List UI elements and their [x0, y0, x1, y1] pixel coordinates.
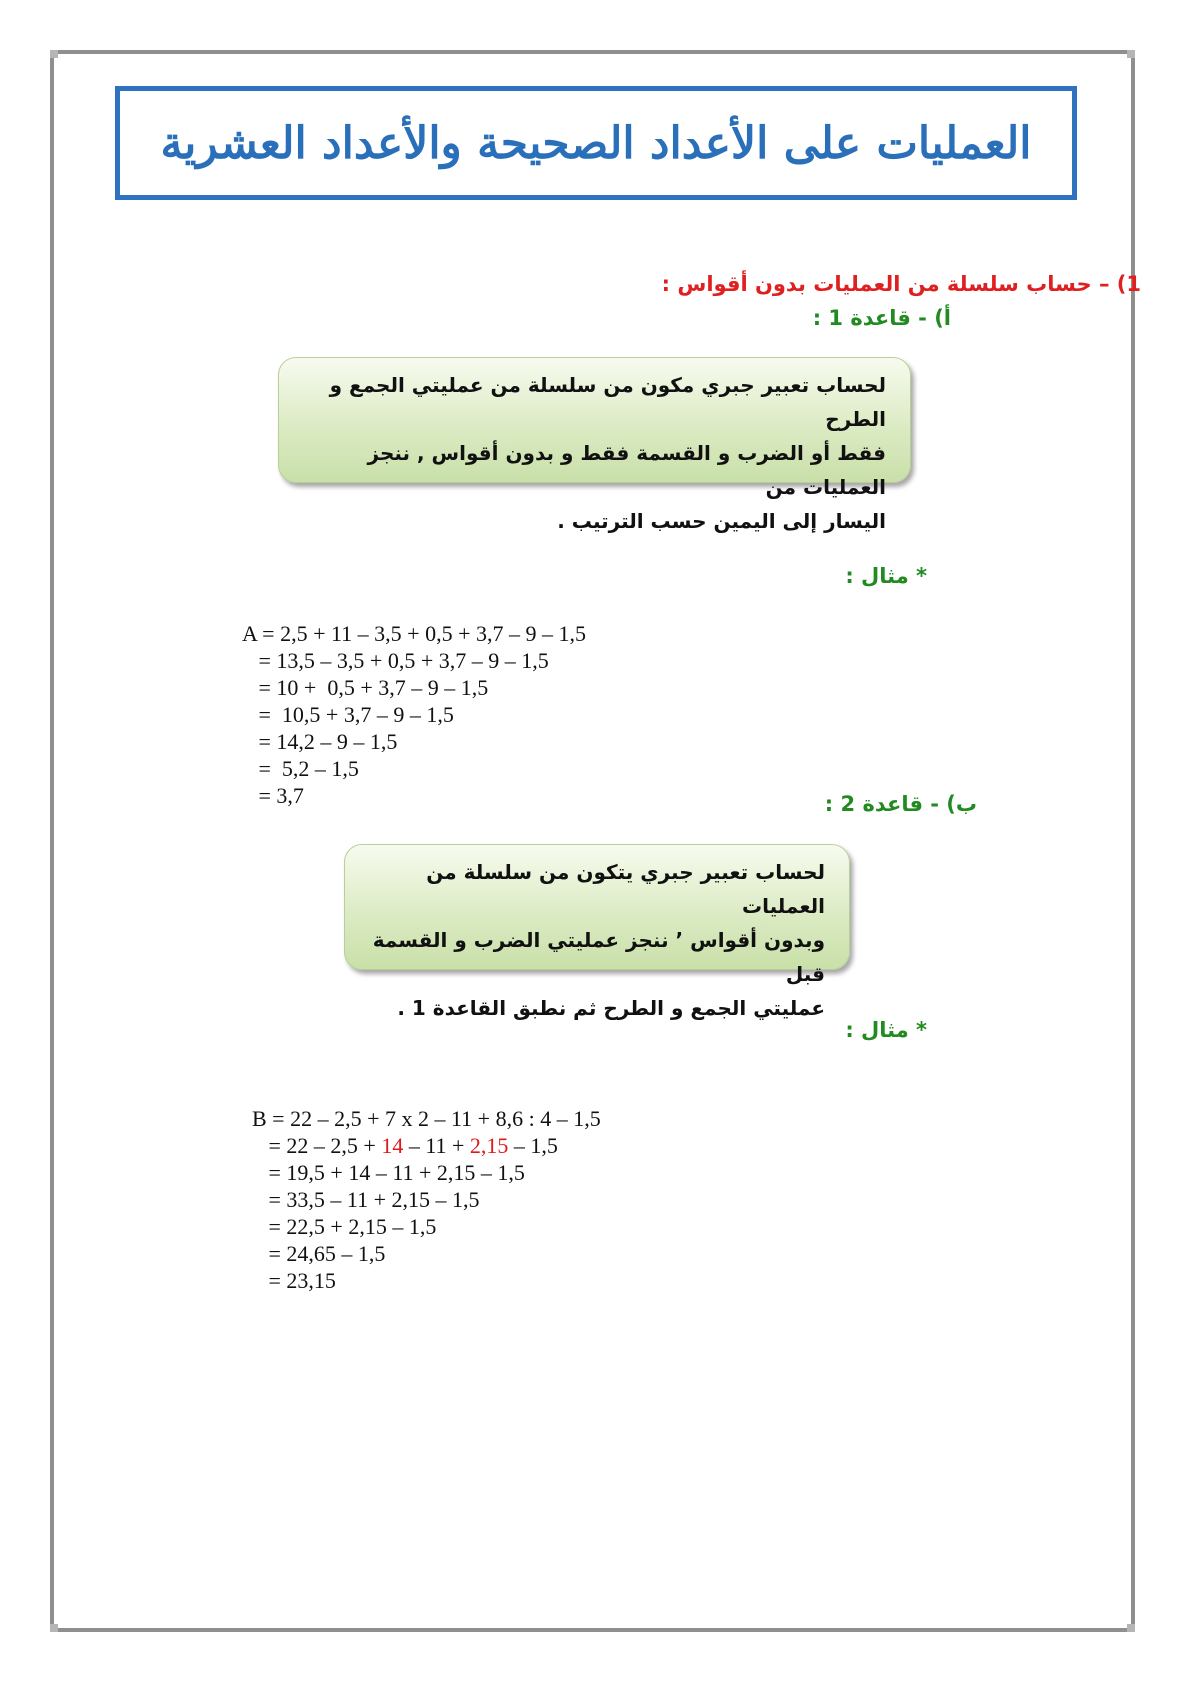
- calc-line: A = 2,5 + 11 – 3,5 + 0,5 + 3,7 – 9 – 1,5: [242, 621, 586, 646]
- frame-corner: [50, 50, 58, 58]
- calc-line: = 3,7: [242, 783, 304, 808]
- calc-segment: = 22 – 2,5 +: [252, 1133, 382, 1158]
- rule-1-line: فقط أو الضرب و القسمة فقط و بدون أقواس , ننجز العمليات من: [367, 441, 886, 499]
- highlighted-quotient: 2,15: [469, 1133, 509, 1158]
- rule-2-line: لحساب تعبير جبري يتكون من سلسلة من العمليات: [426, 860, 825, 918]
- rule-1-heading: أ) - قاعدة 1 :: [812, 306, 951, 330]
- calc-line: = 5,2 – 1,5: [242, 756, 359, 781]
- highlighted-product: 14: [381, 1133, 404, 1158]
- calc-line: = 22,5 + 2,15 – 1,5: [252, 1214, 437, 1239]
- calc-line: B = 22 – 2,5 + 7 x 2 – 11 + 8,6 : 4 – 1,5: [252, 1106, 601, 1131]
- calc-line: = 13,5 – 3,5 + 0,5 + 3,7 – 9 – 1,5: [242, 648, 549, 673]
- rule-1-box: [278, 357, 911, 533]
- page-title: العمليات على الأعداد الصحيحة والأعداد العشرية: [160, 117, 1032, 169]
- section-1-title: – حساب سلسلة من العمليات بدون أقواس :: [661, 272, 1110, 296]
- frame-corner: [1127, 50, 1135, 58]
- frame-corner: [1127, 1624, 1135, 1632]
- rule-2-line: وبدون أقواس ’ ننجز عمليتي الضرب و القسمة قبل: [372, 928, 825, 986]
- rule-2-heading: ب) - قاعدة 2 :: [824, 792, 977, 816]
- rule-2-box: [344, 844, 850, 1020]
- calc-line: = 33,5 – 11 + 2,15 – 1,5: [252, 1187, 480, 1212]
- calc-line: = 19,5 + 14 – 11 + 2,15 – 1,5: [252, 1160, 525, 1185]
- rule-2-line: عمليتي الجمع و الطرح ثم نطبق القاعدة 1 .: [397, 996, 825, 1020]
- rule-1-line: لحساب تعبير جبري مكون من سلسلة من عمليتي الجمع و الطرح: [329, 373, 886, 431]
- calc-line: = 10 + 0,5 + 3,7 – 9 – 1,5: [242, 675, 489, 700]
- calc-line: = 14,2 – 9 – 1,5: [242, 729, 398, 754]
- calc-segment: – 1,5: [508, 1133, 558, 1158]
- rule-1-line: اليسار إلى اليمين حسب الترتيب .: [557, 509, 886, 533]
- title-box: [115, 86, 1077, 200]
- example-2-label: * مثال :: [845, 1018, 927, 1042]
- section-1-number: 1): [1116, 272, 1141, 296]
- calc-line: = 23,15: [252, 1268, 336, 1293]
- example-2-calculation: [252, 1078, 601, 1321]
- frame-corner: [50, 1624, 58, 1632]
- section-1-heading: [662, 272, 1141, 296]
- calc-segment: – 11 +: [403, 1133, 470, 1158]
- example-1-label: * مثال :: [845, 564, 927, 588]
- calc-line: = 10,5 + 3,7 – 9 – 1,5: [242, 702, 454, 727]
- calc-line: = 24,65 – 1,5: [252, 1241, 386, 1266]
- calc-line-highlighted: [252, 1132, 601, 1159]
- example-1-calculation: [242, 593, 586, 836]
